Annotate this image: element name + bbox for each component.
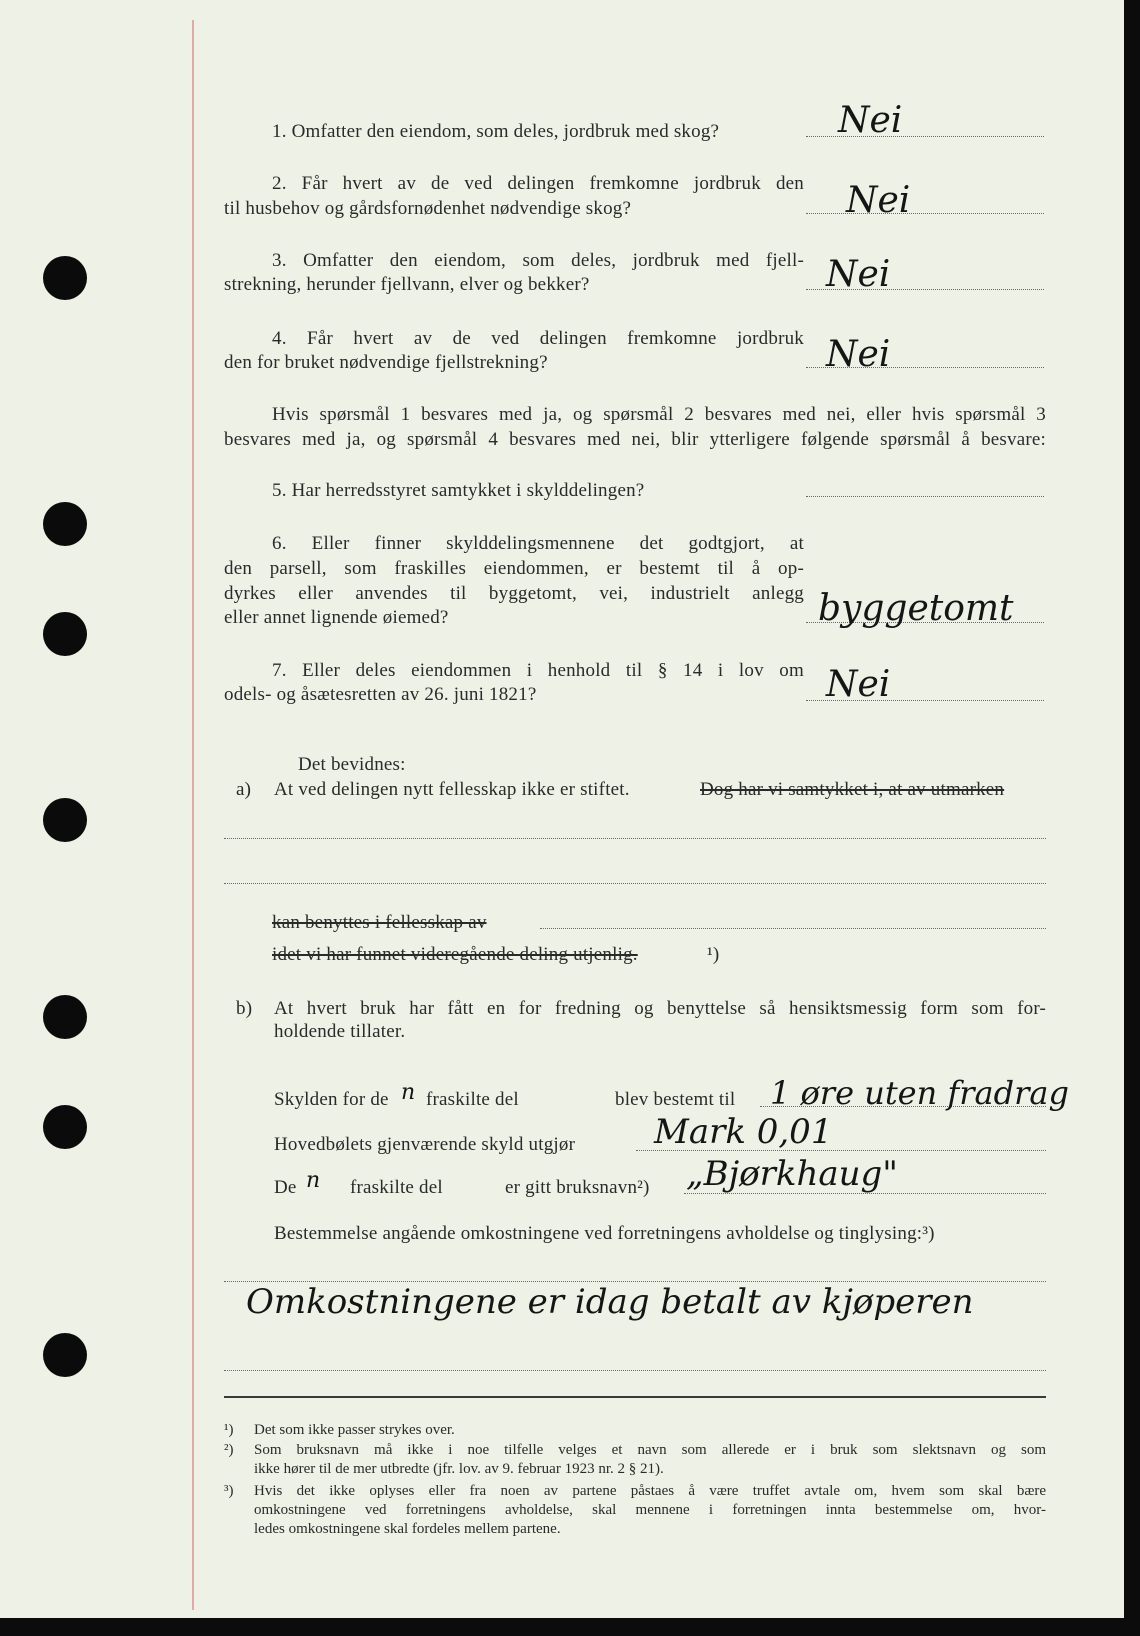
punch-hole xyxy=(43,612,87,656)
question-5: 5. Har herredsstyret samtykket i skylddelingen? xyxy=(272,480,645,501)
punch-hole xyxy=(43,798,87,842)
question-6-line-3: dyrkes eller anvendes til byggetomt, vei, industrielt anlegg xyxy=(224,583,804,604)
hovedbol-value: Mark 0,01 xyxy=(654,1112,833,1152)
question-3-line-2: strekning, herunder fjellvann, elver og bekker? xyxy=(224,274,590,295)
question-6-line-1: 6. Eller finner skylddelingsmennene det godtgjort, at xyxy=(272,533,804,554)
blank-line xyxy=(224,883,1046,884)
punch-hole xyxy=(43,256,87,300)
item-b-line-2: holdende tillater. xyxy=(274,1021,406,1042)
question-2-line-1: 2. Får hvert av de ved delingen fremkomne jordbruk den xyxy=(272,173,804,194)
skyld-label-2: fraskilte del xyxy=(426,1089,519,1110)
punch-hole xyxy=(43,995,87,1039)
footnote-3-line-3: ledes omkostningene skal fordeles mellem partene. xyxy=(254,1521,561,1537)
skyld-label-3: blev bestemt til xyxy=(615,1089,736,1110)
footnote-2-line-1: Som bruksnavn må ikke i noe tilfelle velges et navn som allerede er i bruk som slektsnavn og som xyxy=(254,1442,1046,1458)
footnote-mark: ³) xyxy=(224,1483,234,1499)
question-7-line-2: odels- og åsætesretten av 26. juni 1821? xyxy=(224,684,537,705)
question-3-line-1: 3. Omfatter den eiendom, som deles, jordbruk med fjell- xyxy=(272,250,804,271)
answer-6: byggetomt xyxy=(818,588,1014,629)
answer-line xyxy=(806,213,1044,214)
answer-4: Nei xyxy=(826,334,891,375)
question-2-line-2: til husbehov og gårdsfornødenhet nødvendige skog? xyxy=(224,198,632,219)
bevidnes-heading: Det bevidnes: xyxy=(298,754,406,775)
question-6-line-2: den parsell, som fraskilles eiendommen, er bestemt til å op- xyxy=(224,558,804,579)
bruksnavn-label-2: fraskilte del xyxy=(350,1177,443,1198)
answer-3: Nei xyxy=(826,254,891,295)
struck-line-1: kan benyttes i fellesskap av xyxy=(272,912,487,933)
blank-line xyxy=(224,1370,1046,1371)
question-4-line-2: den for bruket nødvendige fjellstrekning? xyxy=(224,352,548,373)
hovedbol-label: Hovedbølets gjenværende skyld utgjør xyxy=(274,1134,576,1155)
footnote-3-line-2: omkostningene ved forretningens avholdelse, skal mennene i forretningen innta bestemmelse om, hvor- xyxy=(254,1502,1046,1518)
item-a-label: a) xyxy=(236,779,252,800)
struck-line-2: idet vi har funnet videregående deling utjenlig. xyxy=(272,944,638,965)
bruksnavn-value: „Bjørkhaug" xyxy=(686,1154,898,1194)
question-1: 1. Omfatter den eiendom, som deles, jordbruk med skog? xyxy=(272,121,720,142)
bruksnavn-handwritten-n: n xyxy=(306,1168,321,1193)
punch-hole xyxy=(43,1105,87,1149)
answer-1: Nei xyxy=(838,100,903,141)
footnote-3-line-1: Hvis det ikke oplyses eller fra noen av partene påstaes å være truffet avtale om, hvem som skal bære xyxy=(254,1483,1046,1499)
item-a-struck-text: Dog har vi samtykket i, at av utmarken xyxy=(700,779,1005,800)
margin-line xyxy=(192,20,194,1610)
blank-line xyxy=(540,928,1046,929)
instruction-line-1: Hvis spørsmål 1 besvares med ja, og spørsmål 2 besvares med nei, eller hvis spørsmål 3 xyxy=(272,404,1046,425)
answer-2: Nei xyxy=(846,180,911,221)
bestemmelse-value: Omkostningene er idag betalt av kjøperen xyxy=(246,1282,974,1322)
answer-7: Nei xyxy=(826,664,891,705)
skyld-label: Skylden for de xyxy=(274,1089,389,1110)
bruksnavn-label-3: er gitt bruksnavn²) xyxy=(505,1177,650,1198)
footnote-1-line-1: Det som ikke passer strykes over. xyxy=(254,1422,455,1438)
punch-hole xyxy=(43,502,87,546)
punch-hole xyxy=(43,1333,87,1377)
skyld-value: 1 øre uten fradrag xyxy=(770,1074,1069,1112)
footnote-mark: ²) xyxy=(224,1442,234,1458)
bestemmelse-label: Bestemmelse angående omkostningene ved forretningens avholdelse og tinglysing:³) xyxy=(274,1223,935,1244)
question-4-line-1: 4. Får hvert av de ved delingen fremkomne jordbruk xyxy=(272,328,804,349)
item-b-label: b) xyxy=(236,998,253,1019)
answer-line xyxy=(806,496,1044,497)
skyld-handwritten-n: n xyxy=(401,1080,416,1105)
footnote-ref: ¹) xyxy=(707,944,720,965)
instruction-line-2: besvares med ja, og spørsmål 4 besvares med nei, blir ytterligere følgende spørsmål å besvare: xyxy=(224,429,1046,450)
question-6-line-4: eller annet lignende øiemed? xyxy=(224,607,449,628)
question-7-line-1: 7. Eller deles eiendommen i henhold til § 14 i lov om xyxy=(272,660,804,681)
item-b-line-1: At hvert bruk har fått en for fredning og benyttelse så hensiktsmessig form som for- xyxy=(274,998,1046,1019)
item-a-text: At ved delingen nytt fellesskap ikke er stiftet. xyxy=(274,779,630,800)
footnote-rule xyxy=(224,1396,1046,1398)
bruksnavn-label: De xyxy=(274,1177,297,1198)
blank-line xyxy=(224,838,1046,839)
footnote-mark: ¹) xyxy=(224,1422,234,1438)
footnote-2-line-2: ikke hører til de mer utbredte (jfr. lov. av 9. februar 1923 nr. 2 § 21). xyxy=(254,1461,664,1477)
